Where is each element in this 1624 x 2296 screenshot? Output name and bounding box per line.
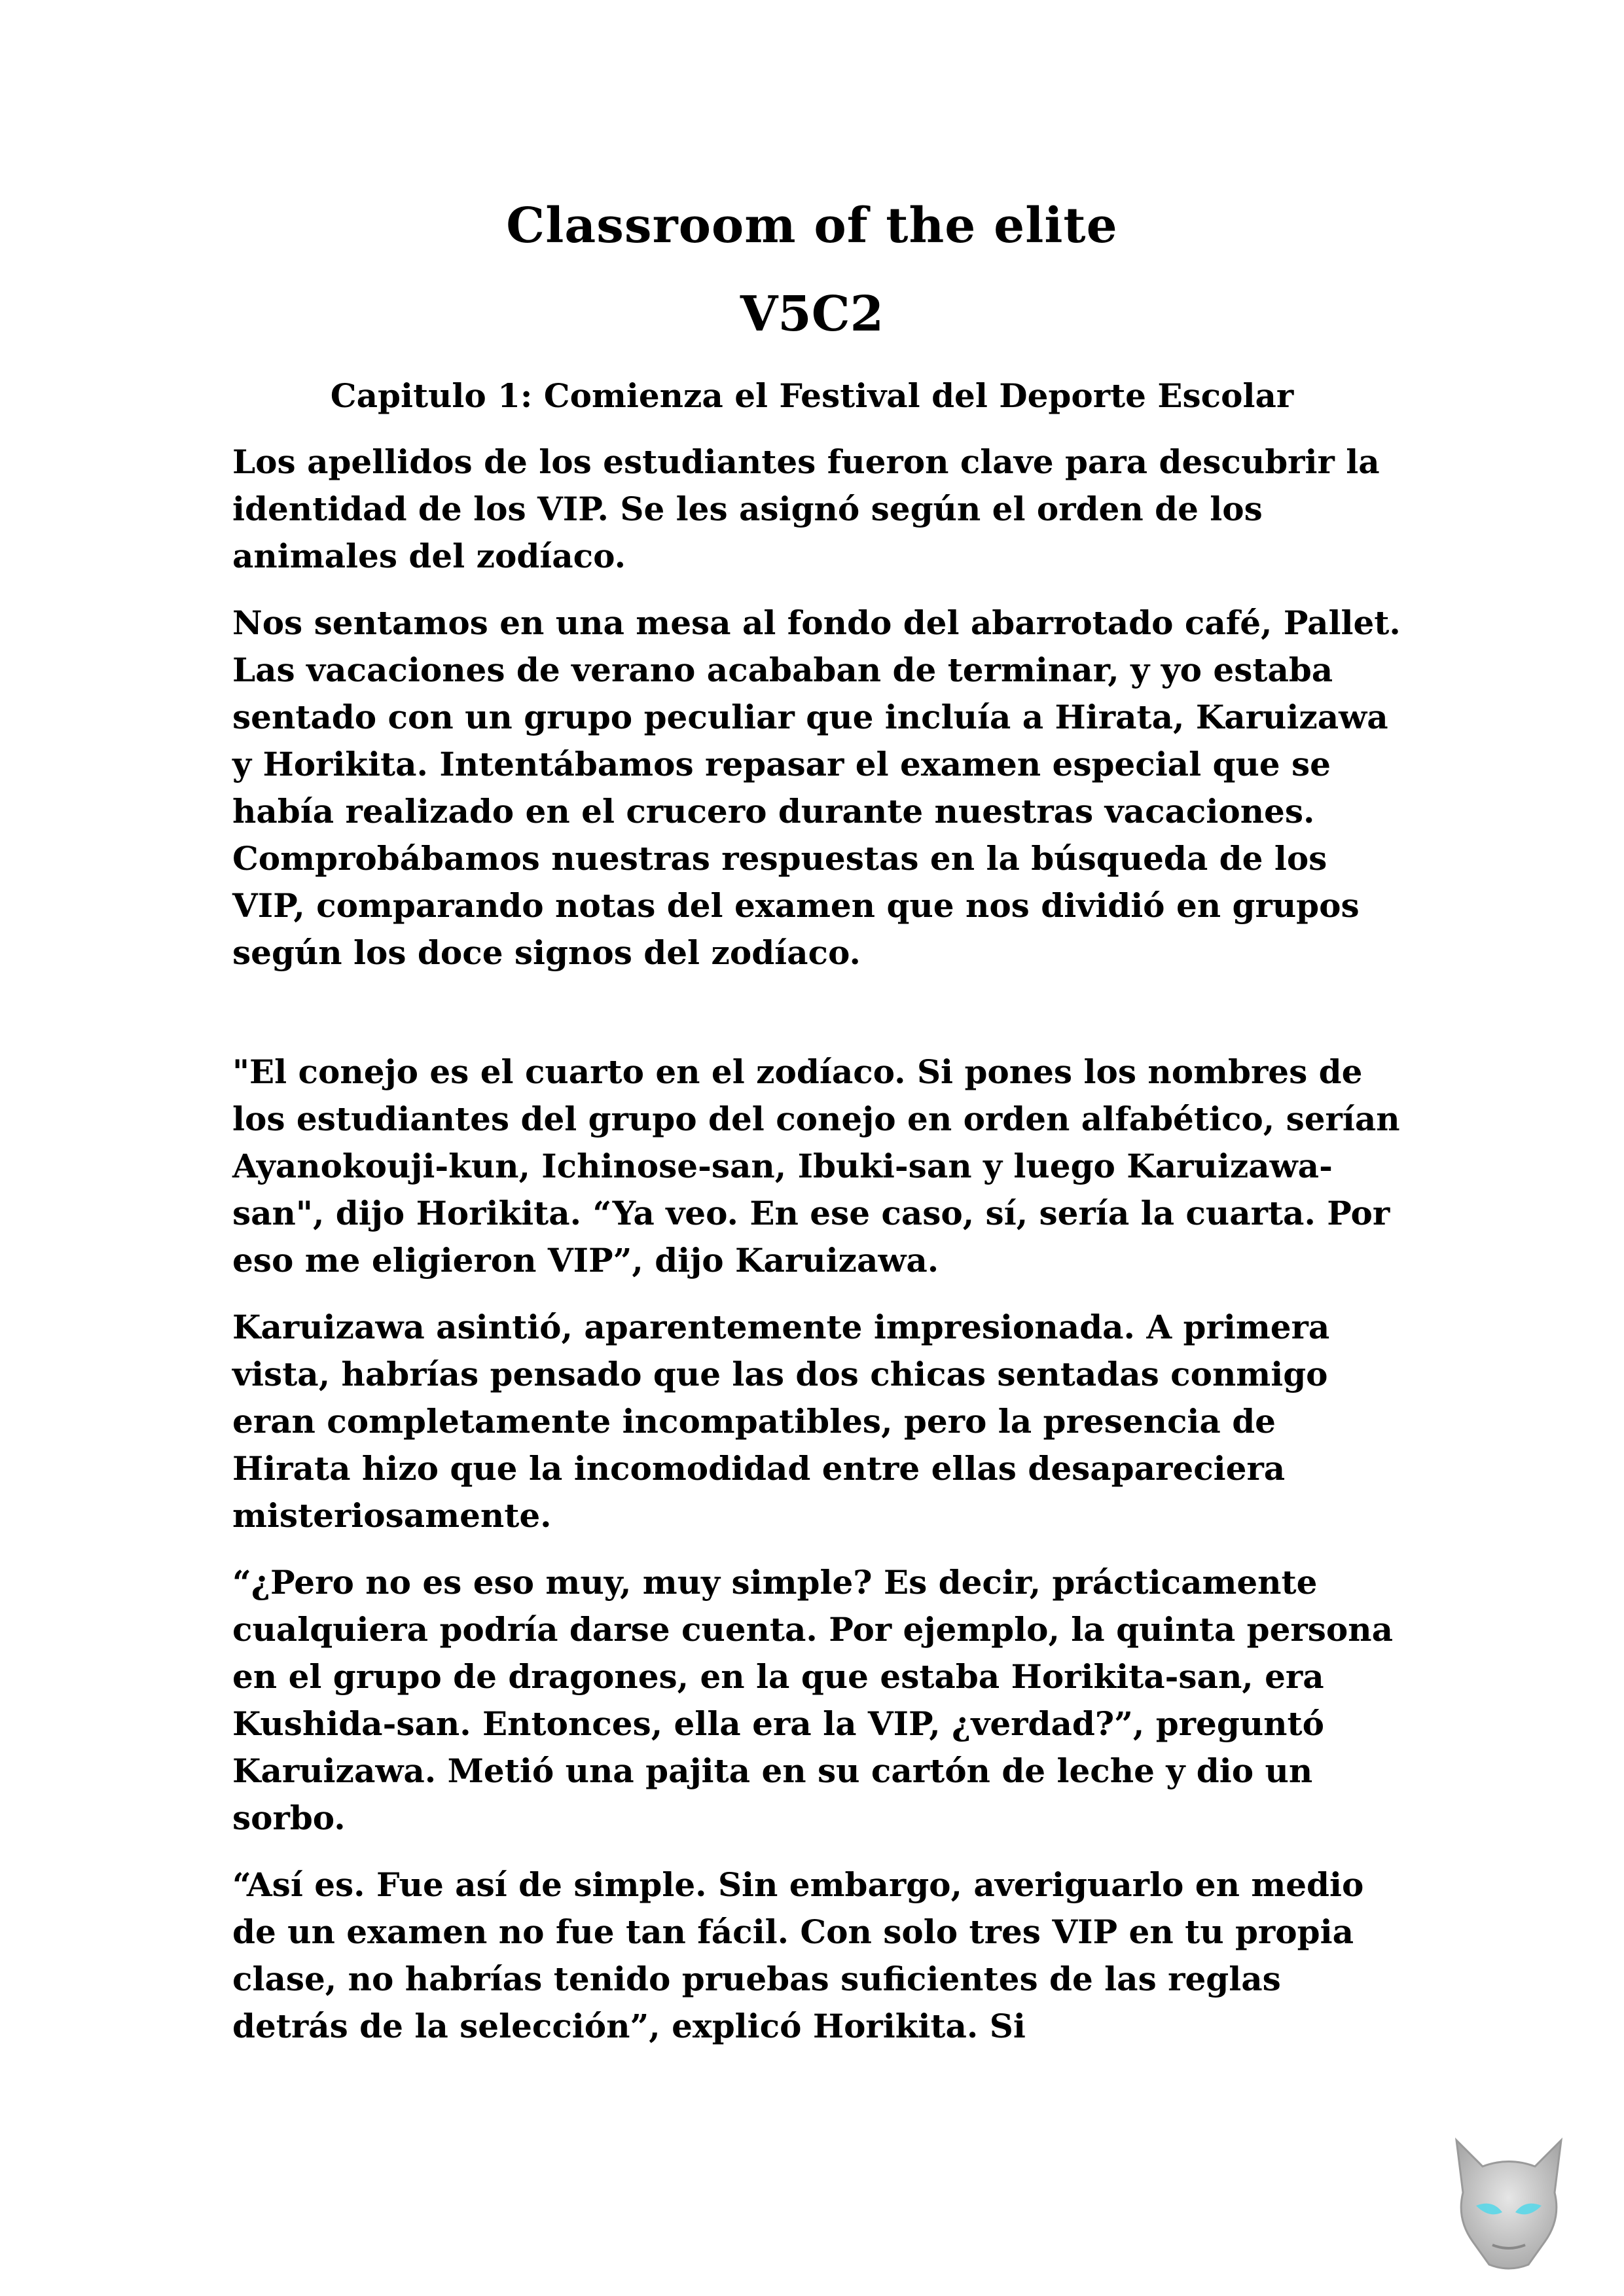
document-title: Classroom of the elite <box>506 198 1118 254</box>
demon-head-logo-icon <box>1430 2121 1587 2278</box>
chapter-heading: Capitulo 1: Comienza el Festival del Deporte Escolar <box>330 376 1294 415</box>
paragraph-1: Los apellidos de los estudiantes fueron clave para descubrir la identidad de los VIP. Se les asignó según el orden de los animales del zodíaco. <box>232 442 1380 575</box>
paragraph-2: Nos sentamos en una mesa al fondo del abarrotado café, Pallet. Las vacaciones de verano acababan de terminar, y yo estaba sentado con un grupo peculiar que incluía a Hirata, Karuizawa y Horikita. Intentábamos repasar el examen especial que se había realizado en el crucero durante nuestras vacaciones. Comprobábamos nuestras respuestas en la búsqueda de los VIP, comparando notas del examen que nos dividió en grupos según los doce signos del zodíaco. <box>232 603 1401 972</box>
paragraph-3: "El conejo es el cuarto en el zodíaco. Si pones los nombres de los estudiantes del grupo del conejo en orden alfabético, serían Ayanokouji-kun, Ichinose-san, Ibuki-san y luego Karuizawa-san", dijo Horikita. “Ya veo. En ese caso, sí, sería la cuarta. Por eso me eligieron VIP”, dijo Karuizawa. <box>232 1052 1400 1280</box>
paragraph-6: “Así es. Fue así de simple. Sin embargo, averiguarlo en medio de un examen no fue tan fácil. Con solo tres VIP en tu propia clase, no habrías tenido pruebas suficientes de las reglas detrás de la selección”, explicó Horikita. Si <box>232 1865 1364 2045</box>
body-text <box>232 439 1404 2070</box>
volume-chapter-code: V5C2 <box>740 286 884 342</box>
paragraph-4: Karuizawa asintió, aparentemente impresionada. A primera vista, habrías pensado que las dos chicas sentadas conmigo eran completamente incompatibles, pero la presencia de Hirata hizo que la incomodidad entre ellas desapareciera misteriosamente. <box>232 1308 1330 1535</box>
paragraph-5: “¿Pero no es eso muy, muy simple? Es decir, prácticamente cualquiera podría darse cuenta. Por ejemplo, la quinta persona en el grupo de dragones, en la que estaba Horikita-san, era Kushida-san. Entonces, ella era la VIP, ¿verdad?”, preguntó Karuizawa. Metió una pajita en su cartón de leche y dio un sorbo. <box>232 1563 1394 1837</box>
